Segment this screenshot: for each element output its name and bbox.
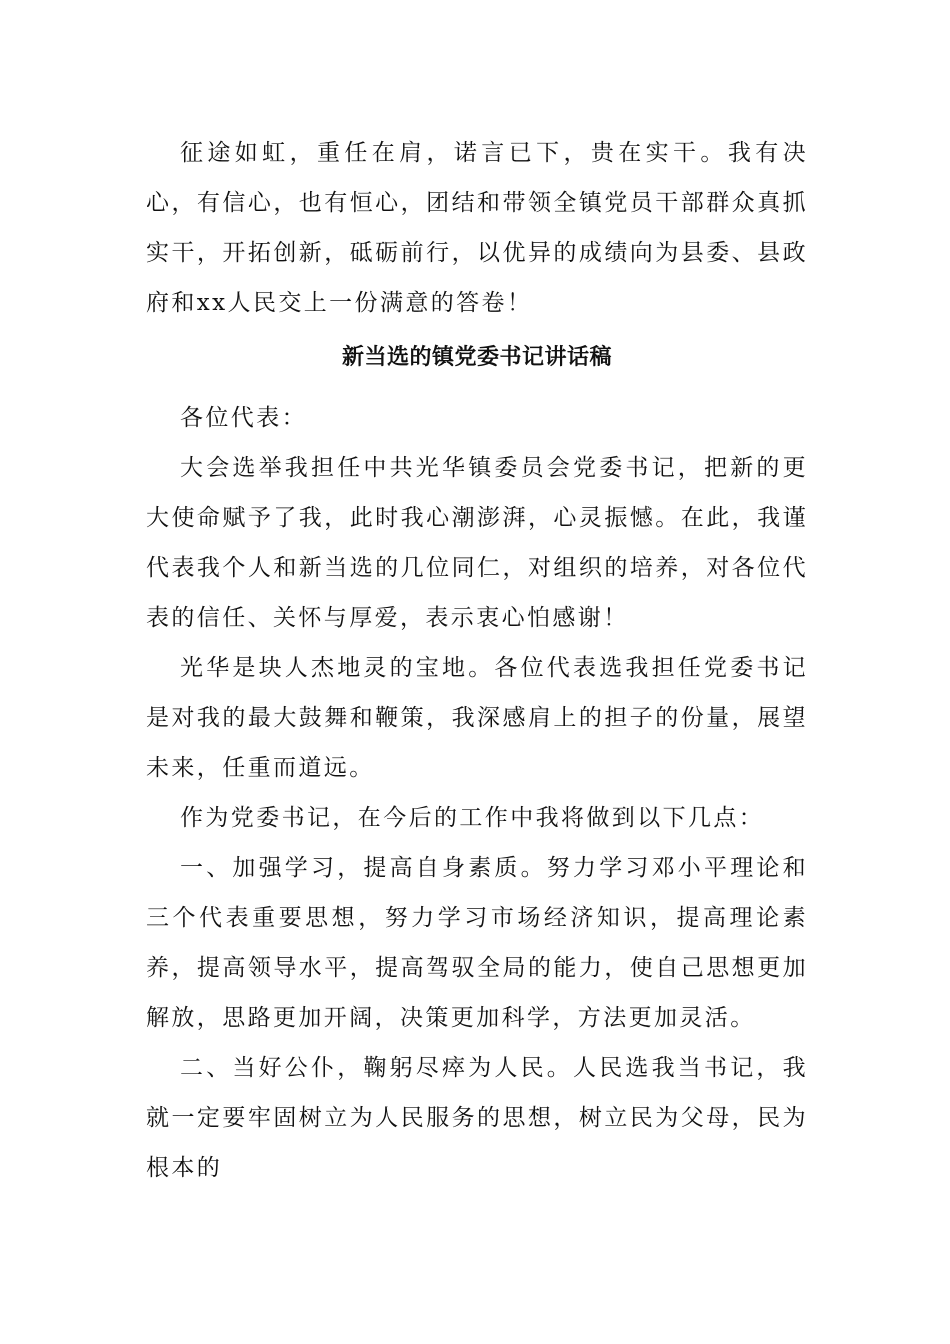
document-body — [146, 128, 808, 1193]
salutation: 各位代表： — [180, 405, 307, 431]
closing-paragraph: 征途如虹，重任在肩，诺言已下，贵在实干。我有决心，有信心，也有恒心，团结和带领全镇党员干部群众真抓实干，开拓创新，砥砺前行，以优异的成绩向为县委、县政府和xx人民交上一份满意的答卷！ — [146, 140, 808, 316]
paragraph: 作为党委书记，在今后的工作中我将做到以下几点： — [180, 805, 765, 831]
paragraph: 二、当好公仆，鞠躬尽瘁为人民。人民选我当书记，我就一定要牢固树立为人民服务的思想，树立民为父母，民为根本的 — [146, 1055, 808, 1181]
paragraph: 一、加强学习，提高自身素质。努力学习邓小平理论和三个代表重要思想，努力学习市场经济知识，提高理论素养，提高领导水平，提高驾驭全局的能力，使自己思想更加解放，思路更加开阔，决策更加科学，方法更加灵活。 — [146, 855, 808, 1031]
paragraph: 光华是块人杰地灵的宝地。各位代表选我担任党委书记是对我的最大鼓舞和鞭策，我深感肩上的担子的份量，展望未来，任重而道远。 — [146, 655, 808, 781]
paragraph: 大会选举我担任中共光华镇委员会党委书记，把新的更大使命赋予了我，此时我心潮澎湃，心灵振憾。在此，我谨代表我个人和新当选的几位同仁，对组织的培养，对各位代表的信任、关怀与厚爱，表示衷心怕感谢！ — [146, 455, 808, 631]
speech-title: 新当选的镇党委书记讲话稿 — [341, 345, 612, 370]
